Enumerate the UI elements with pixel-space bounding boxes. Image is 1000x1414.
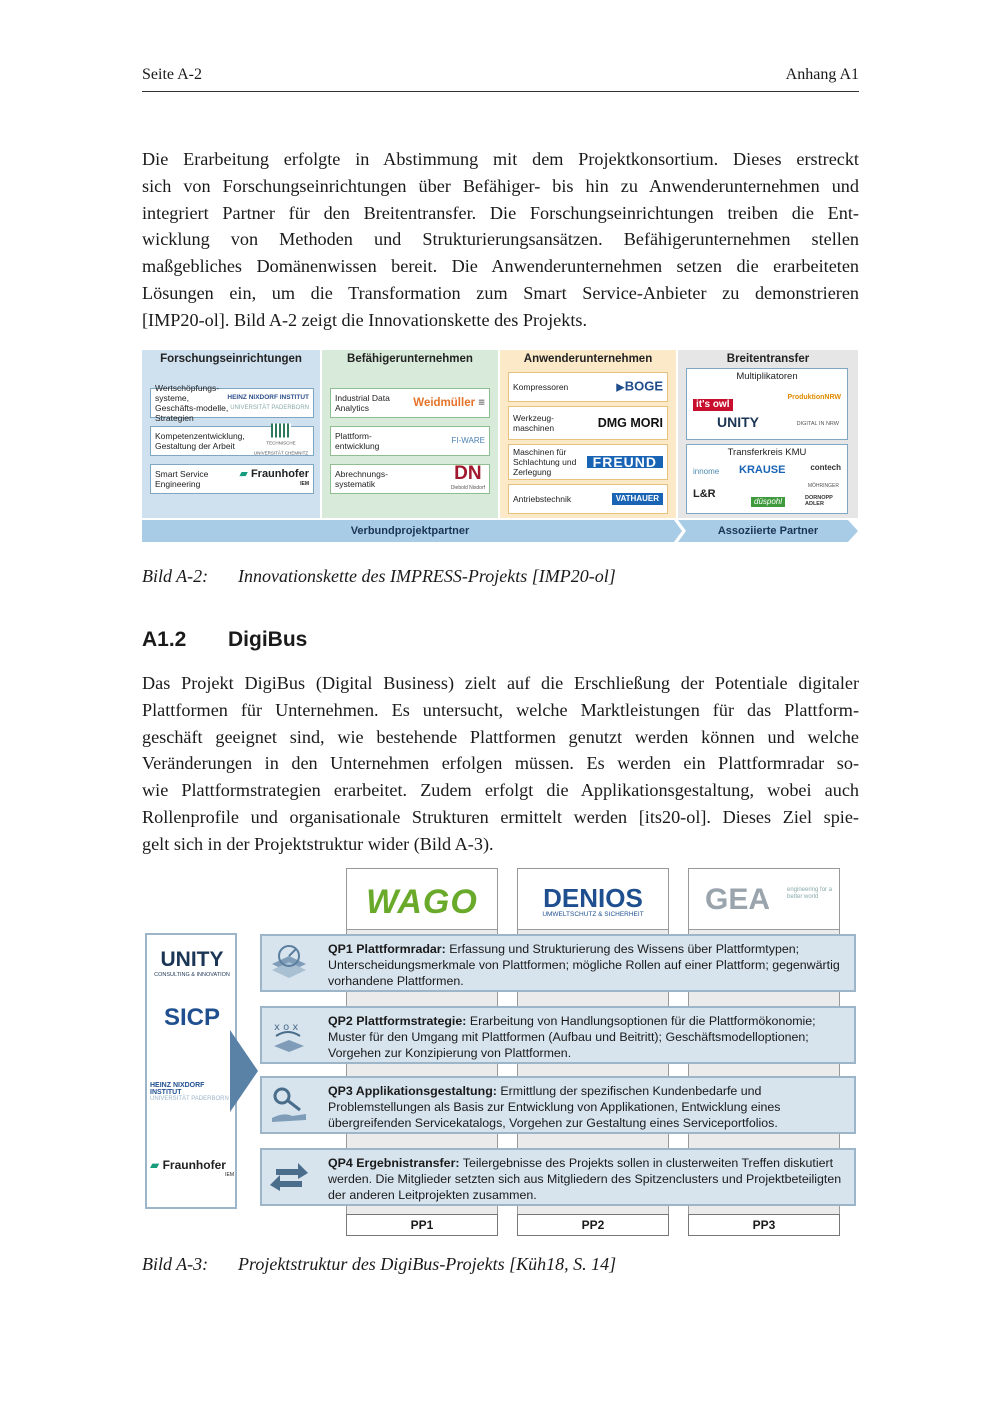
para2-line: Rollenprofile und organisationale Strukturen ermittelt werden [its20-ol]. Dieses Ziel spie-	[142, 806, 859, 827]
svg-text:x o x: x o x	[274, 1022, 299, 1033]
caption-text: Innovationskette des IMPRESS-Projekts [IMP20-ol]	[238, 566, 616, 586]
qp3-box: QP3 Applikationsgestaltung: Ermittlung der spezifischen Kundenbedarfe und Problemstellungen als Basis zur Entwicklung von Applikationen, Entwicklung eines übergreifenden Servicekatalogs, Vorgehen zur Gestaltung eines Serviceportfolios.	[260, 1076, 856, 1134]
figure-innovation-chain	[142, 350, 858, 542]
page-number: Seite A-2	[142, 66, 202, 83]
unity-logo: UNITY	[717, 414, 759, 430]
denios-logo: DENIOS	[543, 883, 643, 913]
para2-line: geschäft geeignet sind, wie bestehende Plattformen genutzt werden können und welche	[142, 726, 859, 747]
pp2-label: PP2	[517, 1214, 669, 1236]
research-card	[150, 464, 314, 494]
para2-line: Veränderungen in den Unternehmen erfolgen müssen. Es werden ein Plattformradar so-	[142, 753, 859, 774]
card-text: Antriebstechnik	[513, 494, 572, 504]
card-text: Maschinen für Schlachtung und Zerlegung	[513, 447, 577, 477]
qp1-box: QP1 Plattformradar: Erfassung und Strukturierung des Wissens über Plattformtypen; Unterscheidungsmerkmale von Plattformen; mögliche Rollen auf einer Plattform; gegenwärtig vorhandene Plattformen.	[260, 934, 856, 992]
wago-logo-box	[346, 868, 498, 930]
key-hand-icon	[268, 1084, 310, 1126]
assoziiert-label: Assoziierte Partner	[717, 525, 819, 537]
gea-tagline: engineering for a better world	[787, 887, 833, 900]
enabler-card	[330, 426, 490, 456]
caption-text: Projektstruktur des DigiBus-Projekts [Küh18, S. 14]	[238, 1254, 617, 1274]
column-enablers	[322, 350, 498, 518]
sicp-partner-logo: SICP	[163, 1004, 220, 1031]
qp2-box: x o x QP2 Plattformstrategie: Erarbeitung von Handlungsoptionen für die Plattformökonomie; Muster für den Umgang mit Plattformen (Aufbau und Beitritt); Geschäftsmodelloptionen; Vorgehen zur Konzipierung von Plattformen.	[260, 1006, 856, 1064]
gea-logo: GEA	[705, 883, 771, 916]
lr-logo: L&R	[693, 488, 716, 500]
fiware-logo: FI-WARE	[451, 436, 485, 445]
hni-partner-logo: HEINZ NIXDORF INSTITUT UNIVERSITÄT PADERBORN	[150, 1082, 229, 1102]
user-card	[508, 372, 668, 402]
strategy-icon	[268, 1014, 310, 1056]
column-header: Befähigerunternehmen	[347, 353, 473, 365]
section-title: DigiBus	[228, 628, 308, 651]
enabler-card	[330, 464, 490, 494]
figure-caption-a2	[142, 566, 616, 587]
transferkreis-box: Transferkreis KMU innome KRAUSE contech L&R düspohl MÖHRINGER DORNOPP ADLER	[686, 444, 848, 514]
weidmueller-logo: Weidmüller ≡	[413, 397, 485, 409]
dornopp-logo: DORNOPP ADLER	[805, 495, 833, 507]
card-text: Wertschöpfungs-systeme, Geschäfts-modelle, Strategien	[155, 383, 229, 423]
section-number: A1.2	[142, 628, 187, 651]
para1-line: Lösungen ein, um die Transformation zum Smart Service-Anbieter zu demonstrieren	[142, 282, 859, 303]
card-text: Kompressoren	[513, 382, 569, 392]
radar-icon	[268, 942, 310, 984]
card-text: Plattform-entwicklung	[335, 431, 380, 451]
user-card	[508, 406, 668, 440]
column-header: Breitentransfer	[726, 353, 810, 365]
para1-line: wicklung von Methoden und Strukturierungsansätzen. Befähigerunternehmen stellen	[142, 229, 859, 250]
hni-logo: HEINZ NIXDORF INSTITUT UNIVERSITÄT PADERBORN	[227, 394, 309, 411]
enabler-card	[330, 388, 490, 418]
page-header	[142, 66, 859, 92]
pp1-label: PP1	[346, 1214, 498, 1236]
multiplikatoren-box: Multiplikatoren it's owl ProduktionNRW UNITY DIGITAL IN NRW	[686, 368, 848, 440]
digital-nrw-logo: DIGITAL IN NRW	[796, 421, 839, 427]
card-text: Smart Service Engineering	[155, 469, 209, 489]
krause-logo: KRAUSE	[739, 464, 786, 476]
paragraph-2	[142, 670, 859, 858]
transfer-arrows-icon	[268, 1156, 310, 1198]
vathauer-logo: VATHAUER	[612, 493, 663, 505]
duespohl-logo: düspohl	[751, 497, 785, 507]
caption-number: Bild A-2:	[142, 566, 209, 586]
freund-logo: FREUND	[587, 456, 663, 468]
para2-line: Plattformen für Unternehmen. Es untersucht, welche Marktleistungen für das Plattform-	[142, 699, 859, 720]
innome-logo: innome	[693, 467, 720, 476]
column-header: Forschungseinrichtungen	[160, 353, 302, 365]
para1-line: Die Erarbeitung erfolgte in Abstimmung mit dem Projektkonsortium. Dieses erstreckt	[142, 149, 859, 169]
caption-number: Bild A-3:	[142, 1254, 209, 1274]
column-header: Anwenderunternehmen	[523, 353, 653, 365]
wago-logo: WAGO	[366, 883, 478, 921]
column-research	[142, 350, 320, 518]
denios-logo-box	[517, 868, 669, 930]
denios-tagline: UMWELTSCHUTZ & SICHERHEIT	[542, 911, 644, 918]
figure-project-structure	[142, 868, 858, 1236]
card-text: Kompetenzentwicklung, Gestaltung der Arbeit	[155, 431, 245, 451]
para2-line: Das Projekt DigiBus (Digital Business) zielt auf die Erschließung der Potentiale digitaler	[142, 673, 859, 693]
para1-line: [IMP20-ol]. Bild A-2 zeigt die Innovationskette des Projekts.	[142, 309, 588, 330]
column-users	[500, 350, 676, 518]
verbund-label: Verbundprojektpartner	[350, 525, 470, 537]
appendix-label: Anhang A1	[785, 66, 859, 83]
tu-chemnitz-logo: TECHNISCHE UNIVERSITÄT CHEMNITZ	[253, 424, 309, 459]
produktion-nrw-logo: ProduktionNRW	[787, 394, 841, 401]
research-card	[150, 383, 314, 423]
para2-line: gelt sich in der Projektstruktur wider (Bild A-3).	[142, 833, 494, 854]
para2-line: wie Plattformstrategien erarbeitet. Zudem erfolgt die Applikationsgestaltung, wobei auch	[142, 780, 859, 801]
paragraph-1	[142, 146, 859, 334]
fraunhofer-partner-logo: ▰ Fraunhofer IEM	[150, 1158, 234, 1178]
moehringer-logo: MÖHRINGER	[807, 483, 839, 489]
qp4-box: QP4 Ergebnistransfer: Teilergebnisse des Projekts sollen in clusterweiten Treffen diskutiert werden. Die Mitglieder setzten sich aus Mitgliedern des Spitzenclusters und Projektbeteiligten der anderen Leitprojekten zusammen.	[260, 1148, 856, 1206]
column-transfer	[678, 350, 858, 518]
dmg-mori-logo: DMG MORI	[597, 416, 663, 430]
card-text: Abrechnungs-systematik	[335, 469, 388, 489]
fraunhofer-logo: ▰ Fraunhofer IEM	[239, 468, 309, 487]
research-card	[150, 426, 314, 456]
para1-line: sich von Forschungseinrichtungen über Befähiger- bis hin zu Anwenderunternehmen und	[142, 175, 859, 196]
para1-line: maßgebliches Domänenwissen bereit. Die Anwenderunternehmen setzen die erarbeiteten	[142, 256, 859, 277]
card-text: Werkzeug-maschinen	[513, 413, 555, 433]
its-owl-logo: it's owl	[693, 399, 733, 411]
contech-logo: contech	[810, 463, 841, 472]
para1-line: integriert Partner für den Breitentransfer. Die Forschungseinrichtungen treiben die Ent-	[142, 202, 859, 223]
card-text: Industrial Data Analytics	[335, 393, 390, 413]
section-heading	[142, 628, 307, 652]
pp3-label: PP3	[688, 1214, 840, 1236]
user-card	[508, 444, 668, 480]
user-card	[508, 484, 668, 514]
diebold-logo: DN Diebold Nixdorf	[450, 463, 485, 491]
figure-caption-a3	[142, 1254, 616, 1275]
unity-partner-logo: UNITY CONSULTING & INNOVATION	[154, 948, 230, 978]
boge-logo: ▶BOGE	[616, 378, 663, 394]
gea-logo-box	[688, 868, 840, 930]
